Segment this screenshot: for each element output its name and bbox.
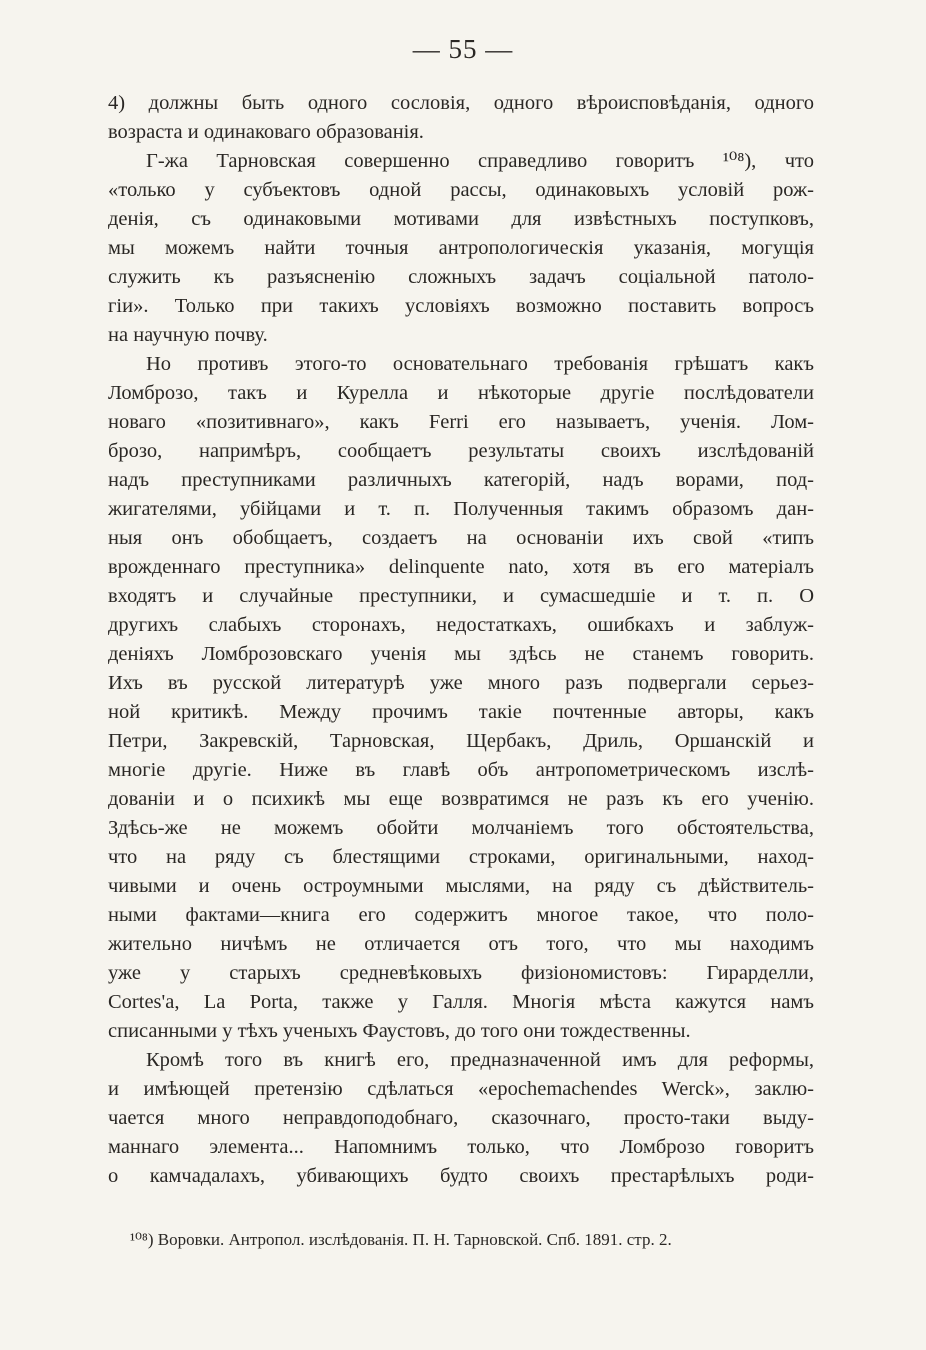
text-line: возраста и одинаковаго образованія.	[108, 121, 424, 143]
text-line: надъ преступниками различныхъ категорій, надъ ворами, под-	[108, 469, 814, 491]
text-line: другихъ слабыхъ сторонахъ, недостаткахъ, ошибкахъ и заблуж-	[108, 614, 814, 636]
text-line: брозо, напримѣръ, сообщаетъ результаты своихъ изслѣдованій	[108, 440, 814, 462]
text-line: маннаго элемента... Напомнимъ только, что Ломброзо говоритъ	[108, 1136, 814, 1158]
text-line: ными фактами—книга его содержитъ многое такое, что поло-	[108, 904, 814, 926]
text-line: 4) должны быть одного сословія, одного вѣроисповѣданія, одного	[108, 92, 814, 114]
text-line: и имѣющей претензію сдѣлаться «epochemachendes Werck», заклю-	[108, 1078, 814, 1100]
footnote: ¹⁰⁸) Воровки. Антропол. изслѣдованія. П. Н. Тарновской. Спб. 1891. стр. 2.	[130, 1230, 672, 1249]
text-line: служить къ разъясненію сложныхъ задачъ соціальной патоло-	[108, 266, 814, 288]
text-line: ной критикѣ. Между прочимъ такіе почтенные авторы, какъ	[108, 701, 814, 723]
text-line: Ломброзо, такъ и Курелла и нѣкоторые другіе послѣдователи	[108, 382, 814, 404]
text-line: врожденнаго преступника» delinquente nato, хотя въ его матеріалъ	[108, 556, 814, 578]
text-line: чается много неправдоподобнаго, сказочнаго, просто-таки выду-	[108, 1107, 814, 1129]
text-line: о камчадалахъ, убивающихъ будто своихъ престарѣлыхъ роди-	[108, 1165, 814, 1187]
text-line: гіи». Только при такихъ условіяхъ возможно поставить вопросъ	[108, 295, 814, 317]
text-line: входятъ и случайные преступники, и сумасшедшіе и т. п. О	[108, 585, 814, 607]
text-line: Кромѣ того въ книгѣ его, предназначенной имъ для реформы,	[146, 1049, 814, 1071]
text-line: денія, съ одинаковыми мотивами для извѣстныхъ поступковъ,	[108, 208, 814, 230]
text-line: деніяхъ Ломброзовскаго ученія мы здѣсь не станемъ говорить.	[108, 643, 814, 665]
text-line: новаго «позитивнаго», какъ Ferri его называетъ, ученія. Лом-	[108, 411, 814, 433]
text-line: на научную почву.	[108, 324, 268, 346]
page-number: — 55 —	[412, 34, 514, 64]
text-line: чивыми и очень остроумными мыслями, на ряду съ дѣйствитель-	[108, 875, 814, 897]
text-line: ныя онъ обобщаетъ, создаетъ на основаніи ихъ свой «типъ	[108, 527, 814, 549]
text-line: многіе другіе. Ниже въ главѣ объ антропометрическомъ изслѣ-	[108, 759, 814, 781]
text-line: уже у старыхъ средневѣковыхъ физіономистовъ: Гирарделли,	[108, 962, 814, 984]
text-line: Ихъ въ русской литературѣ уже много разъ подвергали серьез-	[108, 672, 814, 694]
text-line: жигателями, убійцами и т. п. Полученныя такимъ образомъ дан-	[108, 498, 814, 520]
body-text	[108, 89, 814, 1191]
text-line: Г-жа Тарновская совершенно справедливо говоритъ ¹⁰⁸), что	[146, 150, 814, 172]
text-line: Петри, Закревскій, Тарновская, Щербакъ, Дриль, Оршанскій и	[108, 730, 814, 752]
text-line: Но противъ этого-то основательнаго требованія грѣшатъ какъ	[146, 353, 814, 375]
text-line: «только у субъектовъ одной рассы, одинаковыхъ условій рож-	[108, 179, 814, 201]
text-line: дованіи и о психикѣ мы еще возвратимся не разъ къ его ученію.	[108, 788, 814, 810]
text-line: Cortes'a, La Porta, также у Галля. Многія мѣста кажутся намъ	[108, 991, 814, 1013]
text-line: Здѣсь-же не можемъ обойти молчаніемъ того обстоятельства,	[108, 817, 814, 839]
text-line: мы можемъ найти точныя антропологическія указанія, могущія	[108, 237, 814, 259]
text-line: жительно ничѣмъ не отличается отъ того, что мы находимъ	[108, 933, 814, 955]
text-line: списанными у тѣхъ ученыхъ Фаустовъ, до того они тождественны.	[108, 1020, 691, 1042]
text-line: что на ряду съ блестящими строками, оригинальными, наход-	[108, 846, 814, 868]
